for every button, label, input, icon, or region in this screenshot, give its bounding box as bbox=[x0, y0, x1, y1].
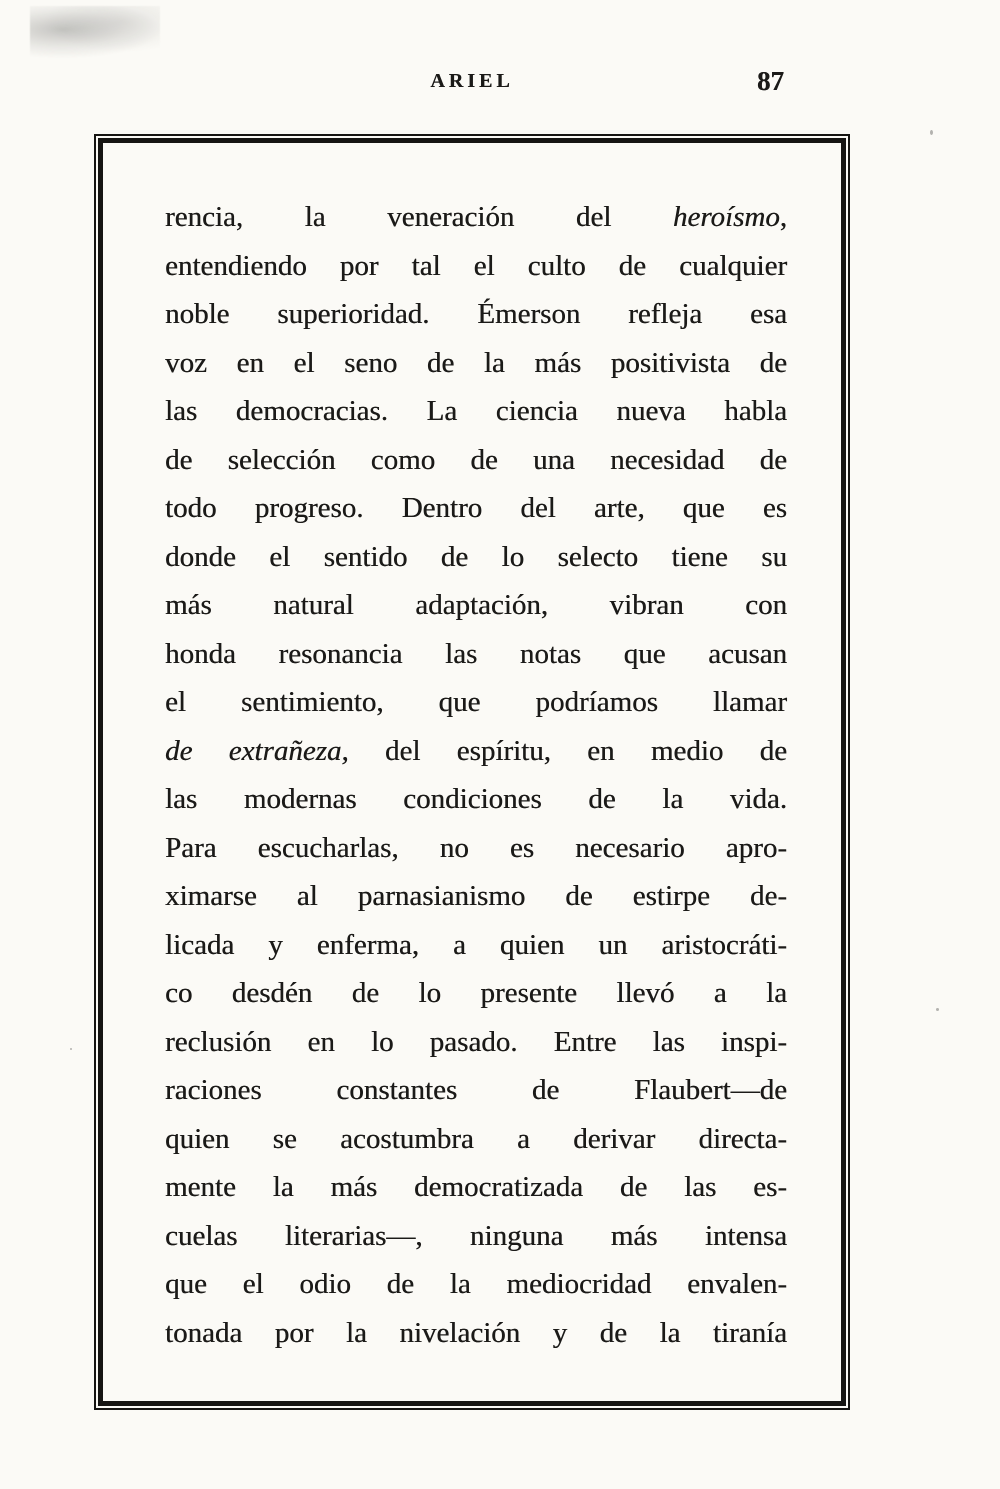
text-line bbox=[165, 242, 787, 291]
text-line bbox=[165, 436, 787, 485]
text-line bbox=[165, 630, 787, 679]
text-segment: raciones constantes de Flaubert—de bbox=[165, 1074, 787, 1106]
text-segment: donde el sentido de lo selecto tiene su bbox=[165, 540, 787, 573]
scan-speck bbox=[936, 1008, 939, 1011]
book-title: ARIEL bbox=[430, 70, 514, 92]
text-line bbox=[165, 1163, 787, 1212]
text-segment: rencia, la veneración del bbox=[165, 201, 673, 233]
text-line bbox=[165, 1309, 787, 1358]
text-line bbox=[165, 193, 787, 242]
text-segment: honda resonancia las notas que acusan bbox=[165, 637, 787, 670]
text-line bbox=[165, 824, 787, 873]
text-segment: mente la más democratizada de las es- bbox=[165, 1171, 787, 1203]
scan-speck bbox=[70, 1048, 72, 1050]
text-segment: el sentimiento, que podríamos llamar bbox=[165, 686, 787, 718]
text-line bbox=[165, 581, 787, 630]
text-segment: cuelas literarias—, ninguna más intensa bbox=[165, 1219, 787, 1252]
text-segment: todo progreso. Dentro del arte, que es bbox=[165, 492, 787, 524]
text-segment: Para escucharlas, no es necesario apro- bbox=[165, 831, 787, 864]
body-text bbox=[103, 143, 841, 1401]
text-line bbox=[165, 387, 787, 436]
text-line bbox=[165, 969, 787, 1018]
text-segment: reclusión en lo pasado. Entre las inspi- bbox=[165, 1025, 787, 1058]
text-line bbox=[165, 484, 787, 533]
page-number: 87 bbox=[757, 66, 784, 96]
text-segment: entendiendo por tal el culto de cualquier bbox=[165, 249, 787, 282]
text-segment: licada y enferma, a quien un aristocráti- bbox=[165, 928, 787, 961]
text-segment: de selección como de una necesidad de bbox=[165, 443, 787, 476]
text-segment: co desdén de lo presente llevó a la bbox=[165, 977, 787, 1009]
text-segment: las modernas condiciones de la vida. bbox=[165, 783, 787, 815]
text-line bbox=[165, 678, 787, 727]
scan-smudge bbox=[30, 6, 160, 58]
text-segment: tonada por la nivelación y de la tiranía bbox=[165, 1316, 787, 1349]
text-line bbox=[165, 1018, 787, 1067]
text-segment: noble superioridad. Émerson refleja esa bbox=[165, 298, 787, 330]
text-segment: quien se acostumbra a derivar directa- bbox=[165, 1122, 787, 1155]
text-segment: del espíritu, en medio de bbox=[348, 734, 787, 767]
text-segment: las democracias. La ciencia nueva habla bbox=[165, 395, 787, 427]
text-frame bbox=[98, 138, 846, 1406]
text-line bbox=[165, 1212, 787, 1261]
italic-text-segment: de extrañeza, bbox=[165, 734, 349, 767]
text-segment: más natural adaptación, vibran con bbox=[165, 589, 787, 621]
scan-speck bbox=[930, 130, 933, 135]
text-segment: , bbox=[779, 201, 787, 233]
text-line bbox=[165, 921, 787, 970]
text-line bbox=[165, 339, 787, 388]
text-line bbox=[165, 1115, 787, 1164]
italic-text-segment: heroísmo bbox=[672, 201, 780, 233]
text-segment: voz en el seno de la más positivista de bbox=[165, 346, 787, 379]
running-head bbox=[98, 66, 846, 104]
text-segment: ximarse al parnasianismo de estirpe de- bbox=[165, 880, 787, 912]
text-line bbox=[165, 1260, 787, 1309]
text-line bbox=[165, 1066, 787, 1115]
text-line bbox=[165, 727, 787, 776]
text-segment: que el odio de la mediocridad envalen- bbox=[165, 1268, 787, 1300]
text-line bbox=[165, 290, 787, 339]
text-line bbox=[165, 775, 787, 824]
text-line bbox=[165, 533, 787, 582]
text-line bbox=[165, 872, 787, 921]
